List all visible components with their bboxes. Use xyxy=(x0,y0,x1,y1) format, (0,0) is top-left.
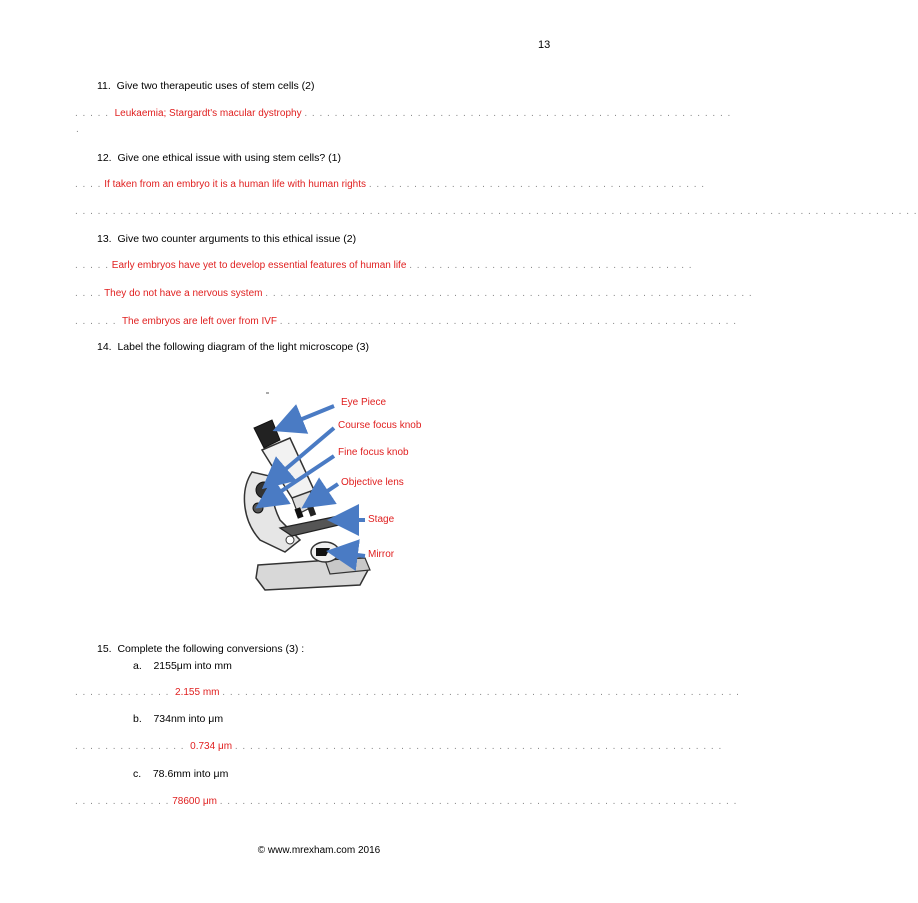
label-stage: Stage xyxy=(368,514,395,525)
question-number: 12. xyxy=(97,152,112,164)
dot: . xyxy=(76,124,80,135)
question-12 xyxy=(97,152,341,164)
subquestion-letter: b. xyxy=(133,713,142,725)
question-number: 14. xyxy=(97,341,112,353)
answer-text: If taken from an embryo it is a human life with human rights xyxy=(104,179,367,190)
subquestion-text: 734nm into μm xyxy=(153,713,224,725)
answer-text: 78600 μm xyxy=(172,796,217,807)
answer-text: 2.155 mm xyxy=(175,687,220,698)
question-text: Give one ethical issue with using stem cells? (1) xyxy=(117,152,341,164)
question-text: Label the following diagram of the light microscope (3) xyxy=(117,341,370,353)
question-14 xyxy=(97,341,369,353)
subquestion-text: 78.6mm into μm xyxy=(152,768,229,780)
question-text: Complete the following conversions (3) : xyxy=(117,643,305,655)
answer-line: . . . . . . . . . . . . . 78600 μm . . . . . . . . . . . . . . . . . . . . . . . . . . . . . . . . . . . . . . . . . . . . . . . . . . . . . . . . . . . . . . . . . . . . . xyxy=(75,796,738,807)
answer-text: 0.734 μm xyxy=(190,741,233,752)
question-11 xyxy=(97,80,315,92)
answer-line: . . . . . Early embryos have yet to develop essential features of human life . . . . . . . . . . . . . . . . . . . . . . . . . . . . . . . . . . . . . . xyxy=(75,260,693,271)
label-eye-piece: Eye Piece xyxy=(341,397,387,408)
page-number: 13 xyxy=(538,39,551,51)
microscope-diagram xyxy=(230,380,450,600)
label-fine-focus-knob: Fine focus knob xyxy=(338,447,409,458)
answer-text: The embryos are left over from IVF xyxy=(121,316,278,327)
question-text: Give two therapeutic uses of stem cells (2) xyxy=(116,80,315,92)
answer-line: . . . . . . The embryos are left over from IVF . . . . . . . . . . . . . . . . . . . . . . . . . . . . . . . . . . . . . . . . . . . . . . . . . . . . . . . . . . . . . xyxy=(75,316,737,327)
question-15 xyxy=(97,643,304,655)
answer-line: . . . . . Leukaemia; Stargardt's macular dystrophy . . . . . . . . . . . . . . . . . . . . . . . . . . . . . . . . . . . . . . . . . . . . . . . . . . . . . . . . . xyxy=(75,108,732,119)
answer-line: . . . . . . . . . . . . . . . . . . . . . . . . . . . . . . . . . . . . . . . . . . . . . . . . . . . . . . . . . . . . . . . . . . . . . . . . . . . . . . . . . . . . . . . . . . . . . . . . . . . . . . . . . . . . . . . . xyxy=(75,206,918,217)
subquestion-a xyxy=(133,660,232,672)
label-mirror: Mirror xyxy=(368,549,395,560)
subquestion-text: 2155μm into mm xyxy=(153,660,232,672)
subquestion-letter: a. xyxy=(133,660,142,672)
answer-text: Early embryos have yet to develop essential features of human life xyxy=(111,260,407,271)
question-13 xyxy=(97,233,356,245)
answer-line: . . . . If taken from an embryo it is a human life with human rights . . . . . . . . . . . . . . . . . . . . . . . . . . . . . . . . . . . . . . . . . . . . . xyxy=(75,179,706,190)
answer-line: . . . . . . . . . . . . . 2.155 mm . . . . . . . . . . . . . . . . . . . . . . . . . . . . . . . . . . . . . . . . . . . . . . . . . . . . . . . . . . . . . . . . . . . . . xyxy=(75,687,740,698)
answer-line: . . . . They do not have a nervous system . . . . . . . . . . . . . . . . . . . . . . . . . . . . . . . . . . . . . . . . . . . . . . . . . . . . . . . . . . . . . . . . . xyxy=(75,288,753,299)
footer-copyright: © www.mrexham.com 2016 xyxy=(257,845,381,856)
subquestion-b xyxy=(133,713,223,725)
subquestion-letter: c. xyxy=(133,768,142,780)
answer-text: Leukaemia; Stargardt's macular dystrophy xyxy=(114,108,302,119)
question-number: 13. xyxy=(97,233,112,245)
label-objective-lens: Objective lens xyxy=(341,477,404,488)
answer-text: They do not have a nervous system xyxy=(104,288,263,299)
question-number: 15. xyxy=(97,643,112,655)
question-text: Give two counter arguments to this ethical issue (2) xyxy=(117,233,357,245)
subquestion-c xyxy=(133,768,228,780)
answer-line: . . . . . . . . . . . . . . . 0.734 μm . . . . . . . . . . . . . . . . . . . . . . . . . . . . . . . . . . . . . . . . . . . . . . . . . . . . . . . . . . . . . . . . . xyxy=(75,741,723,752)
question-number: 11. xyxy=(97,80,111,92)
label-course-focus-knob: Course focus knob xyxy=(338,420,422,431)
